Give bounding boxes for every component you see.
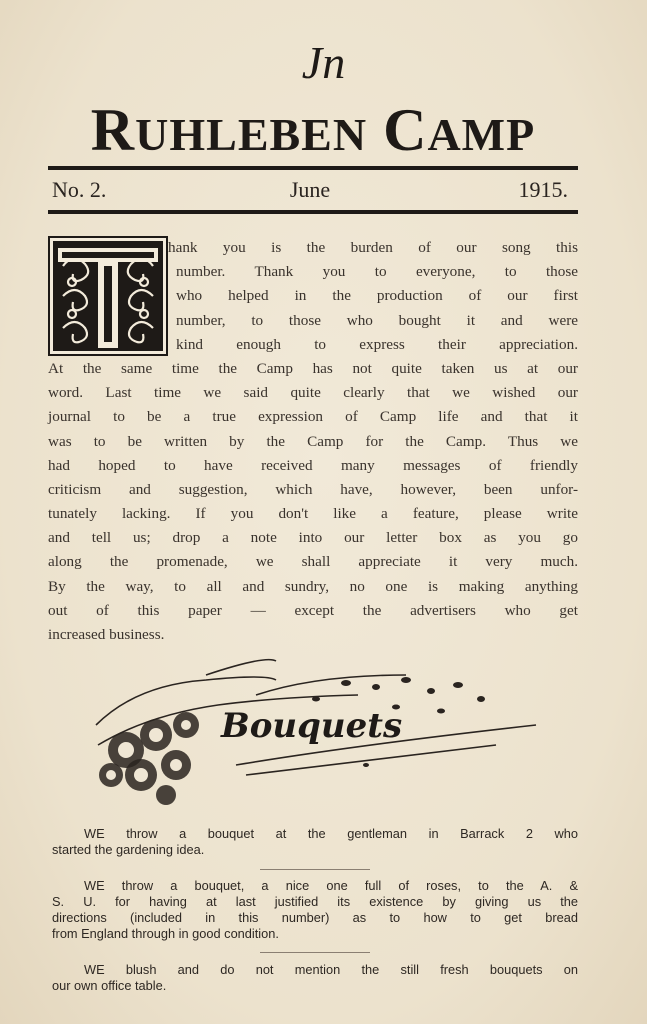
issue-year: 1915.	[518, 177, 568, 202]
bouquet-notice	[52, 878, 578, 942]
intro-line: out of this paper — except the advertisers who get	[48, 601, 578, 619]
masthead-rule-bottom	[48, 210, 578, 214]
intro-line: increased business.	[48, 626, 165, 643]
notice-line: our own office table.	[52, 978, 167, 993]
masthead-rule-top	[48, 166, 578, 170]
notice-line: WE throw a bouquet, a nice one full of roses, to the A. &	[84, 878, 578, 893]
intro-line: By the way, to all and sundry, no one is making anything	[48, 577, 578, 595]
intro-line: tunately lacking. If you don't like a feature, please write	[48, 505, 578, 523]
bouquets-heading: Bouquets	[221, 706, 403, 746]
intro-line: word. Last time we said quite clearly that we wished our	[48, 384, 578, 402]
intro-line: kind enough to express their appreciation.	[176, 335, 578, 353]
intro-line: was to be written by the Camp for the Camp. Thus we	[48, 432, 578, 450]
notice-line: directions (included in this number) as to how to get bread	[52, 910, 578, 925]
intro-line: and tell us; drop a note into our letter box as you go	[48, 529, 578, 547]
title-initial-c: C	[383, 97, 428, 163]
intro-line: criticism and suggestion, which have, however, been unfor-	[48, 480, 578, 498]
intro-line: At the same time the Camp has not quite taken us at our	[48, 359, 578, 377]
intro-line: who helped in the production of our first	[176, 287, 578, 305]
issue-number: No. 2.	[52, 177, 107, 202]
intro-line: hank you is the burden of our song this	[168, 239, 578, 256]
intro-line: along the promenade, we shall appreciate it very much.	[48, 553, 578, 571]
intro-line: journal to be a true expression of Camp life and that it	[48, 408, 578, 426]
notice-separator	[260, 952, 370, 953]
title-initial-r: R	[90, 97, 136, 163]
notice-separator	[260, 869, 370, 870]
notice-line: from England through in good condition.	[52, 926, 279, 941]
notice-line: WE throw a bouquet at the gentleman in Barrack 2 who	[84, 826, 578, 841]
title-prefix: Jn	[301, 37, 346, 88]
intro-line: had hoped to have received many messages of friendly	[48, 456, 578, 474]
intro-line: number. Thank you to everyone, to those	[176, 263, 578, 281]
bouquet-notice	[52, 826, 578, 858]
bouquets-illustration	[86, 655, 556, 815]
masthead-title	[48, 97, 578, 165]
notice-line: started the gardening idea.	[52, 842, 205, 857]
notice-line: S. U. for having at last justified its existence by giving us the	[52, 894, 578, 909]
issue-info-row	[52, 174, 568, 206]
bouquet-notice	[52, 962, 578, 994]
notice-line: WE blush and do not mention the still fresh bouquets on	[84, 962, 578, 977]
intro-paragraph	[48, 236, 578, 647]
issue-month: June	[289, 177, 331, 202]
intro-line: number, to those who bought it and were	[176, 311, 578, 329]
title-rest-uhleben: UHLEBEN	[135, 109, 368, 160]
title-rest-amp: AMP	[427, 109, 536, 160]
